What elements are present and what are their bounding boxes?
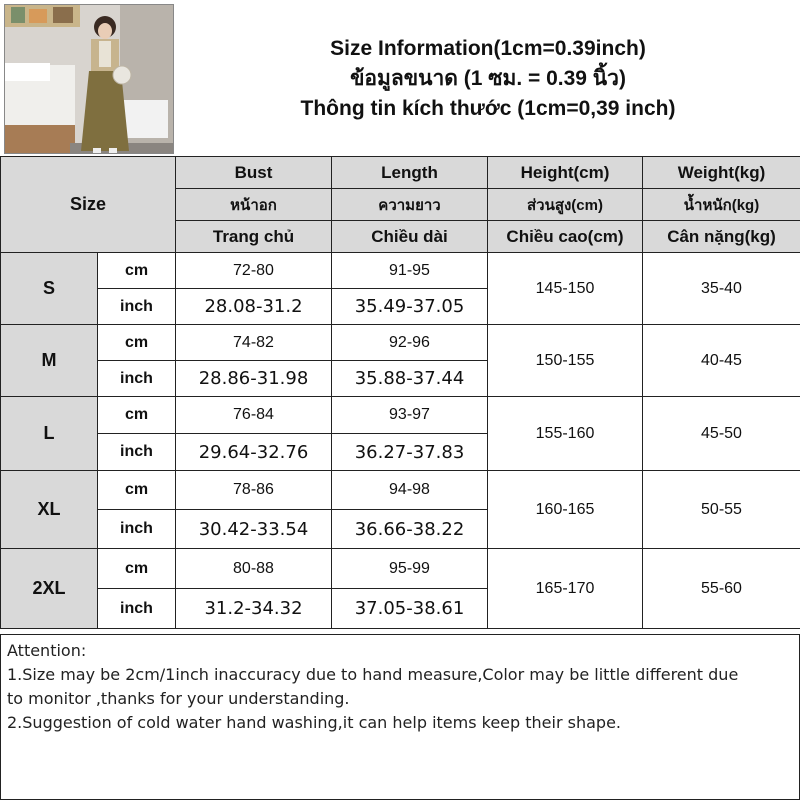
attention-line-2: to monitor ,thanks for your understanding. [7, 689, 350, 708]
length-header-vi: Chiều dài [332, 221, 488, 253]
table-row [1, 471, 800, 510]
bust-inch: 31.2-34.32 [176, 589, 332, 629]
bust-cm: 78-86 [176, 471, 332, 510]
length-cm: 95-99 [332, 549, 488, 589]
product-photo [4, 4, 174, 154]
table-row [1, 253, 800, 289]
title-vietnamese: Thông tin kích thước (1cm=0,39 inch) [300, 96, 676, 120]
length-header-th: ความยาว [332, 189, 488, 221]
size-label: L [1, 397, 98, 471]
bust-header-th: หน้าอก [176, 189, 332, 221]
size-column-header: Size [1, 157, 176, 253]
unit-cm: cm [98, 549, 176, 589]
header [0, 0, 800, 157]
weight-header-en: Weight(kg) [643, 157, 800, 189]
unit-cm: cm [98, 325, 176, 361]
unit-cm: cm [98, 397, 176, 434]
attention-notes [0, 634, 800, 800]
bust-inch: 28.08-31.2 [176, 289, 332, 325]
unit-cm: cm [98, 253, 176, 289]
size-label: S [1, 253, 98, 325]
table-row [1, 325, 800, 361]
table-row [1, 549, 800, 589]
length-cm: 91-95 [332, 253, 488, 289]
weight-value: 40-45 [643, 325, 800, 397]
height-header-vi: Chiều cao(cm) [488, 221, 643, 253]
size-label: M [1, 325, 98, 397]
bust-cm: 80-88 [176, 549, 332, 589]
bust-inch: 28.86-31.98 [176, 361, 332, 397]
weight-value: 35-40 [643, 253, 800, 325]
title-english: Size Information(1cm=0.39inch) [330, 36, 646, 60]
table-row [1, 397, 800, 434]
weight-header-vi: Cân nặng(kg) [643, 221, 800, 253]
length-cm: 92-96 [332, 325, 488, 361]
weight-value: 50-55 [643, 471, 800, 549]
length-cm: 94-98 [332, 471, 488, 510]
height-value: 160-165 [488, 471, 643, 549]
product-photo-image [5, 5, 174, 154]
unit-inch: inch [98, 589, 176, 629]
unit-inch: inch [98, 361, 176, 397]
length-cm: 93-97 [332, 397, 488, 434]
height-value: 145-150 [488, 253, 643, 325]
attention-title: Attention: [7, 641, 87, 660]
length-header-en: Length [332, 157, 488, 189]
title-thai: ข้อมูลขนาด (1 ซม. = 0.39 นิ้ว) [350, 66, 626, 90]
attention-line-1: 1.Size may be 2cm/1inch inaccuracy due to hand measure,Color may be little different due [7, 665, 739, 684]
size-label: 2XL [1, 549, 98, 629]
unit-cm: cm [98, 471, 176, 510]
size-info-title [176, 0, 800, 157]
size-chart-table [0, 156, 800, 629]
weight-header-th: น้ำหนัก(kg) [643, 189, 800, 221]
length-inch: 36.27-37.83 [332, 434, 488, 471]
bust-inch: 30.42-33.54 [176, 510, 332, 549]
unit-inch: inch [98, 510, 176, 549]
size-label: XL [1, 471, 98, 549]
unit-inch: inch [98, 289, 176, 325]
weight-value: 55-60 [643, 549, 800, 629]
height-value: 155-160 [488, 397, 643, 471]
length-inch: 37.05-38.61 [332, 589, 488, 629]
height-header-th: ส่วนสูง(cm) [488, 189, 643, 221]
height-header-en: Height(cm) [488, 157, 643, 189]
length-inch: 35.49-37.05 [332, 289, 488, 325]
bust-cm: 74-82 [176, 325, 332, 361]
bust-cm: 72-80 [176, 253, 332, 289]
height-value: 165-170 [488, 549, 643, 629]
weight-value: 45-50 [643, 397, 800, 471]
unit-inch: inch [98, 434, 176, 471]
height-value: 150-155 [488, 325, 643, 397]
bust-header-en: Bust [176, 157, 332, 189]
bust-inch: 29.64-32.76 [176, 434, 332, 471]
attention-line-3: 2.Suggestion of cold water hand washing,it can help items keep their shape. [7, 713, 621, 732]
bust-cm: 76-84 [176, 397, 332, 434]
length-inch: 35.88-37.44 [332, 361, 488, 397]
bust-header-vi: Trang chủ [176, 221, 332, 253]
length-inch: 36.66-38.22 [332, 510, 488, 549]
